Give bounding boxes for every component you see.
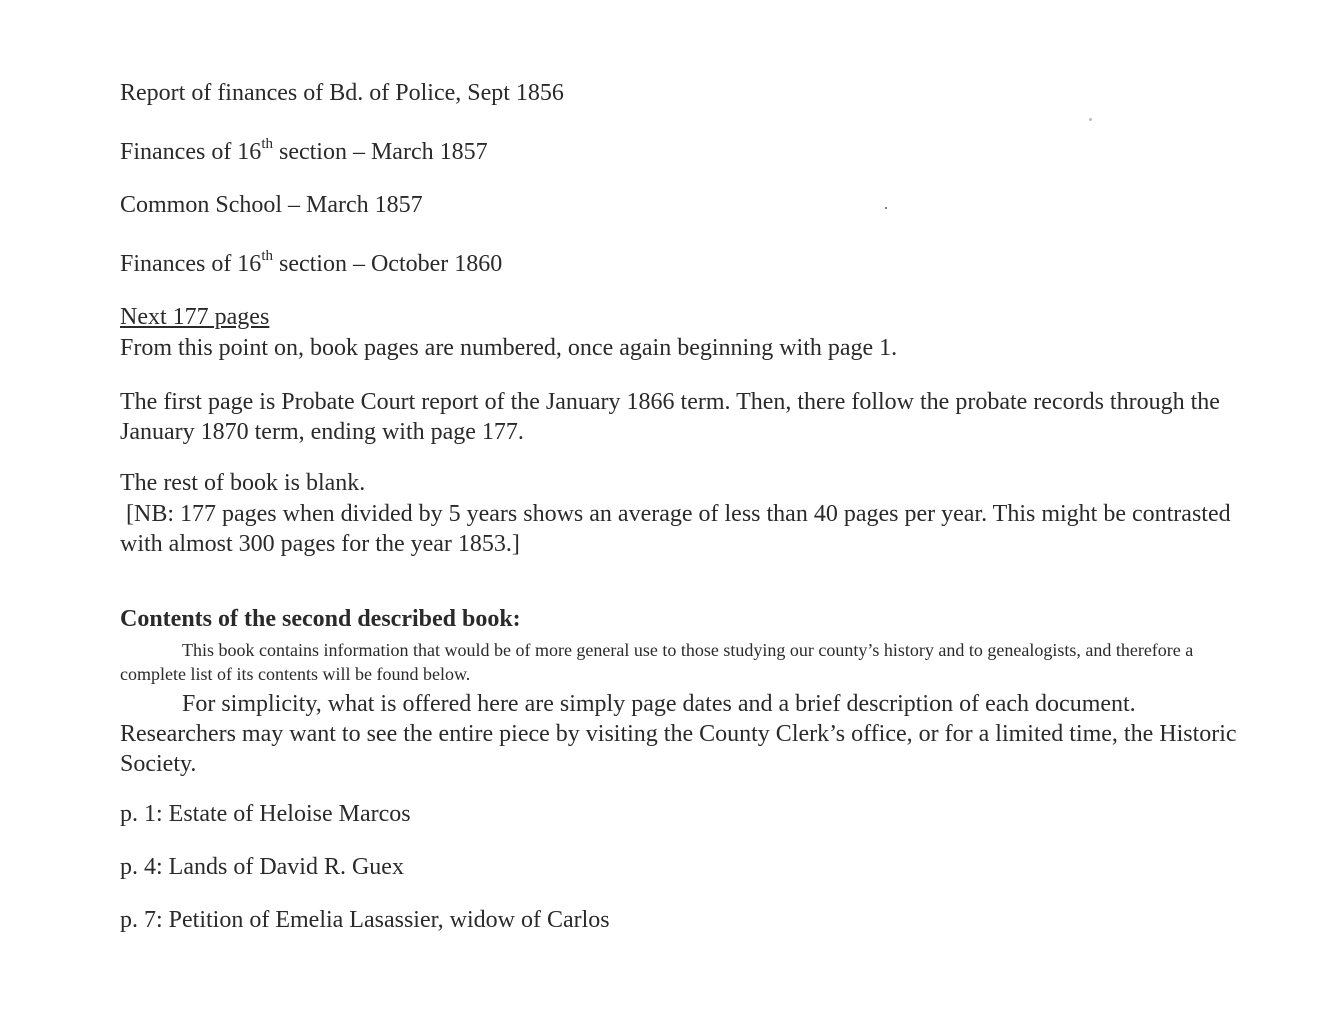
next-pages-intro: From this point on, book pages are numbered, once again beginning with page 1. <box>120 335 898 361</box>
probate-court-paragraph: The first page is Probate Court report of the January 1866 term. Then, there follow the probate records through the January 1870 term, ending with page 177. <box>120 389 1220 445</box>
entry-text: section – March 1857 <box>272 139 488 165</box>
scan-speck <box>885 207 887 209</box>
second-book-description: This book contains information that would be of more general use to those studying our county’s history and to genealogists, and therefore a complete list of its contents will be found below. <box>120 640 1194 684</box>
list-item: p. 7: Petition of Emelia Lasassier, widow of Carlos <box>120 907 610 933</box>
ordinal-suffix: th <box>261 136 273 152</box>
entry-finances-16th-october <box>120 249 502 279</box>
entry-text: Finances of 16 <box>120 251 262 277</box>
rest-blank-text: The rest of book is blank. <box>120 470 366 496</box>
scan-speck <box>1089 118 1092 121</box>
list-item: p. 1: Estate of Heloise Marcos <box>120 801 411 827</box>
entry-finances-16th-march <box>120 137 488 167</box>
ordinal-suffix: th <box>261 248 273 264</box>
entry-text: Finances of 16 <box>120 139 262 165</box>
entry-report-finances: Report of finances of Bd. of Police, Sept 1856 <box>120 80 564 106</box>
next-pages-heading: Next 177 pages <box>120 304 270 330</box>
entry-common-school: Common School – March 1857 <box>120 192 423 218</box>
entry-text: section – October 1860 <box>272 251 503 277</box>
nb-note-paragraph: [NB: 177 pages when divided by 5 years shows an average of less than 40 pages per year. This might be contrasted with almost 300 pages for the year 1853.] <box>120 501 1231 557</box>
simplicity-paragraph: For simplicity, what is offered here are simply page dates and a brief description of each document. Researchers may want to see the entire piece by visiting the County Clerk’s office, or for a limited time, the Historic Society. <box>120 691 1237 777</box>
second-book-heading: Contents of the second described book: <box>120 606 521 632</box>
list-item: p. 4: Lands of David R. Guex <box>120 854 404 880</box>
